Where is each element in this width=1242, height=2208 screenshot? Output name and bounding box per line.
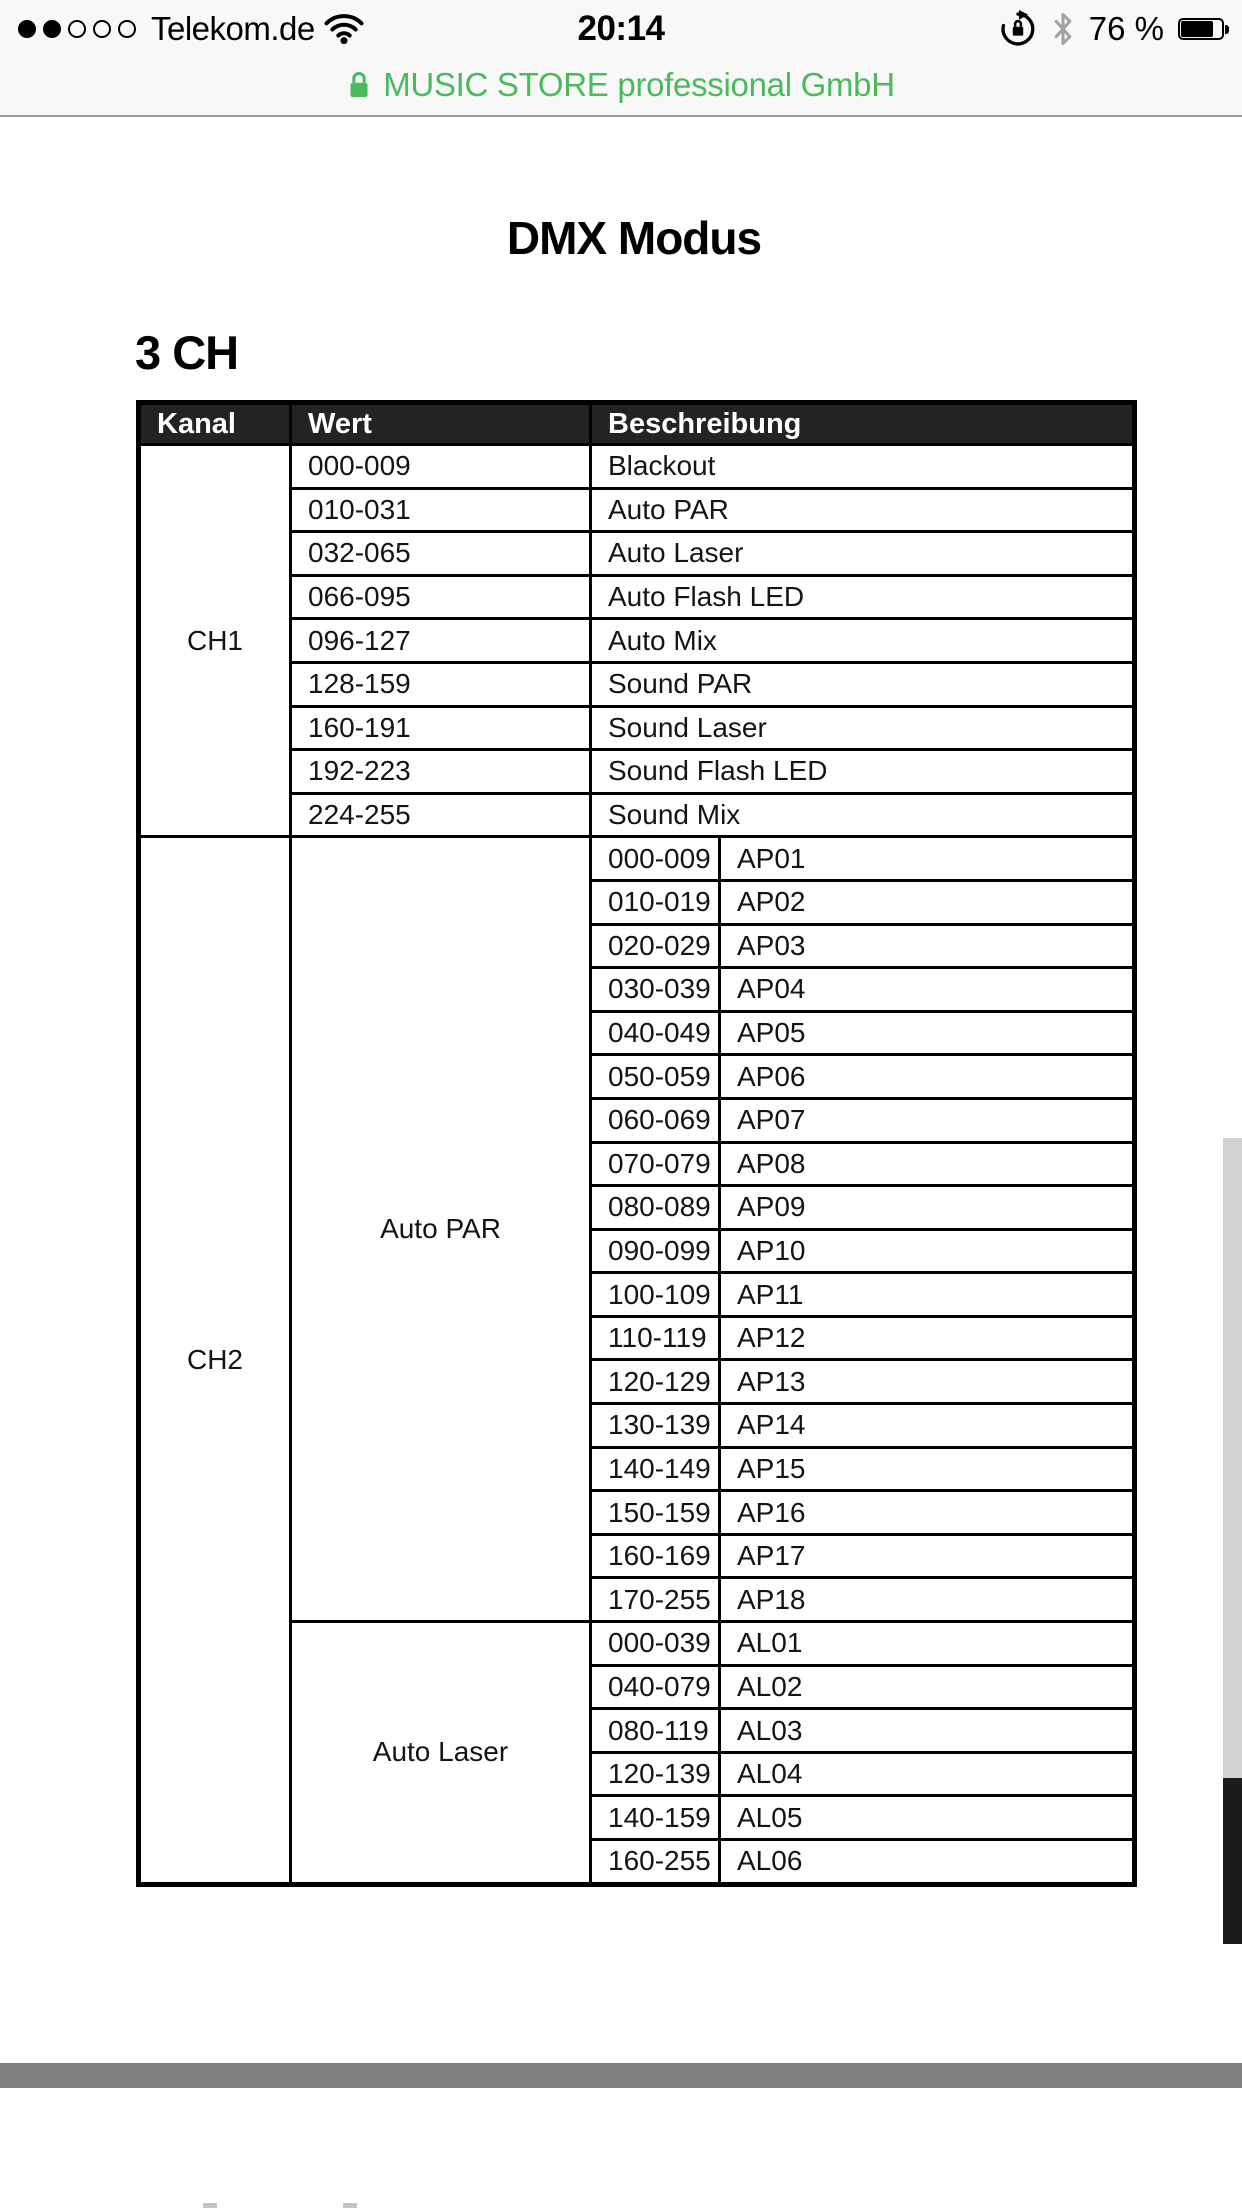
battery-percent-label: 76 % bbox=[1088, 9, 1164, 47]
wert-cell: 060-069 bbox=[591, 1098, 720, 1142]
col-header-beschreibung: Beschreibung bbox=[591, 403, 1135, 445]
beschreibung-cell: AP18 bbox=[720, 1578, 1135, 1622]
beschreibung-cell: AP06 bbox=[720, 1055, 1135, 1099]
dmx-mode-table bbox=[136, 400, 1137, 1887]
status-left-cluster bbox=[18, 10, 364, 48]
wert-cell: 110-119 bbox=[591, 1316, 720, 1360]
group-label-cell: Auto PAR bbox=[291, 837, 591, 1622]
wert-cell: 040-049 bbox=[591, 1011, 720, 1055]
wert-cell: 120-139 bbox=[591, 1752, 720, 1796]
beschreibung-cell: Auto Flash LED bbox=[591, 575, 1135, 619]
wert-cell: 100-109 bbox=[591, 1273, 720, 1317]
page-title: DMX Modus bbox=[506, 212, 762, 264]
cell-signal-dots-icon bbox=[18, 20, 136, 38]
wert-cell: 160-255 bbox=[591, 1840, 720, 1885]
beschreibung-cell: AP09 bbox=[720, 1186, 1135, 1230]
beschreibung-cell: AL03 bbox=[720, 1709, 1135, 1753]
table-row bbox=[139, 445, 1135, 489]
beschreibung-cell: AL01 bbox=[720, 1622, 1135, 1666]
safari-top-chrome bbox=[0, 0, 1242, 117]
col-header-kanal: Kanal bbox=[139, 403, 291, 445]
wert-cell: 140-149 bbox=[591, 1447, 720, 1491]
beschreibung-cell: Sound Laser bbox=[591, 706, 1135, 750]
wert-cell: 150-159 bbox=[591, 1491, 720, 1535]
beschreibung-cell: Auto Laser bbox=[591, 532, 1135, 576]
beschreibung-cell: Sound Flash LED bbox=[591, 750, 1135, 794]
wert-cell: 000-039 bbox=[591, 1622, 720, 1666]
bluetooth-icon bbox=[1051, 12, 1075, 46]
wert-cell: 096-127 bbox=[291, 619, 591, 663]
beschreibung-cell: AP11 bbox=[720, 1273, 1135, 1317]
beschreibung-cell: Sound PAR bbox=[591, 662, 1135, 706]
battery-icon bbox=[1178, 18, 1224, 40]
table-row bbox=[139, 837, 1135, 881]
wert-cell: 020-029 bbox=[591, 924, 720, 968]
cutoff-text-fragment bbox=[343, 2203, 357, 2208]
table-header-row bbox=[139, 403, 1135, 445]
beschreibung-cell: AL02 bbox=[720, 1665, 1135, 1709]
https-lock-icon bbox=[347, 70, 371, 100]
wert-cell: 128-159 bbox=[291, 662, 591, 706]
ios-status-bar bbox=[0, 0, 1242, 57]
wert-cell: 000-009 bbox=[591, 837, 720, 881]
wert-cell: 224-255 bbox=[291, 793, 591, 837]
signal-dot-filled bbox=[18, 20, 36, 38]
beschreibung-cell: Auto PAR bbox=[591, 488, 1135, 532]
wert-cell: 140-159 bbox=[591, 1796, 720, 1840]
beschreibung-cell: AP08 bbox=[720, 1142, 1135, 1186]
beschreibung-cell: AP14 bbox=[720, 1404, 1135, 1448]
signal-dot-filled bbox=[43, 20, 61, 38]
wert-cell: 066-095 bbox=[291, 575, 591, 619]
beschreibung-cell: AP17 bbox=[720, 1534, 1135, 1578]
beschreibung-cell: AP02 bbox=[720, 880, 1135, 924]
wifi-icon bbox=[324, 14, 364, 44]
wert-cell: 080-089 bbox=[591, 1186, 720, 1230]
beschreibung-cell: AP15 bbox=[720, 1447, 1135, 1491]
beschreibung-cell: AL05 bbox=[720, 1796, 1135, 1840]
signal-dot-empty bbox=[93, 20, 111, 38]
site-name-label: MUSIC STORE professional GmbH bbox=[383, 66, 895, 103]
pdf-page-separator bbox=[0, 2063, 1242, 2088]
section-heading: 3 CH bbox=[135, 326, 239, 379]
status-right-cluster bbox=[999, 10, 1224, 48]
rotation-lock-icon bbox=[999, 10, 1037, 48]
wert-cell: 010-019 bbox=[591, 880, 720, 924]
wert-cell: 070-079 bbox=[591, 1142, 720, 1186]
beschreibung-cell: AP04 bbox=[720, 968, 1135, 1012]
wert-cell: 010-031 bbox=[291, 488, 591, 532]
beschreibung-cell: AP12 bbox=[720, 1316, 1135, 1360]
wert-cell: 170-255 bbox=[591, 1578, 720, 1622]
beschreibung-cell: AP05 bbox=[720, 1011, 1135, 1055]
beschreibung-cell: AP03 bbox=[720, 924, 1135, 968]
address-bar[interactable] bbox=[0, 57, 1242, 113]
beschreibung-cell: AP10 bbox=[720, 1229, 1135, 1273]
wert-cell: 160-169 bbox=[591, 1534, 720, 1578]
clock-label: 20:14 bbox=[577, 8, 665, 48]
beschreibung-cell: AL04 bbox=[720, 1752, 1135, 1796]
wert-cell: 160-191 bbox=[291, 706, 591, 750]
beschreibung-cell: Auto Mix bbox=[591, 619, 1135, 663]
wert-cell: 050-059 bbox=[591, 1055, 720, 1099]
beschreibung-cell: AL06 bbox=[720, 1840, 1135, 1885]
beschreibung-cell: AP16 bbox=[720, 1491, 1135, 1535]
wert-cell: 120-129 bbox=[591, 1360, 720, 1404]
col-header-wert: Wert bbox=[291, 403, 591, 445]
beschreibung-cell: Blackout bbox=[591, 445, 1135, 489]
scrollbar-thumb-dark[interactable] bbox=[1223, 1778, 1242, 1944]
wert-cell: 032-065 bbox=[291, 532, 591, 576]
wert-cell: 192-223 bbox=[291, 750, 591, 794]
beschreibung-cell: AP13 bbox=[720, 1360, 1135, 1404]
wert-cell: 040-079 bbox=[591, 1665, 720, 1709]
wert-cell: 130-139 bbox=[591, 1404, 720, 1448]
signal-dot-empty bbox=[118, 20, 136, 38]
wert-cell: 080-119 bbox=[591, 1709, 720, 1753]
wert-cell: 000-009 bbox=[291, 445, 591, 489]
kanal-cell: CH2 bbox=[139, 837, 291, 1884]
wert-cell: 030-039 bbox=[591, 968, 720, 1012]
kanal-cell: CH1 bbox=[139, 445, 291, 837]
signal-dot-empty bbox=[68, 20, 86, 38]
carrier-label: Telekom.de bbox=[151, 9, 315, 47]
beschreibung-cell: AP07 bbox=[720, 1098, 1135, 1142]
wert-cell: 090-099 bbox=[591, 1229, 720, 1273]
scrollbar-thumb-gray[interactable] bbox=[1223, 1138, 1242, 1778]
group-label-cell: Auto Laser bbox=[291, 1622, 591, 1885]
cutoff-text-fragment bbox=[203, 2203, 217, 2208]
beschreibung-cell: Sound Mix bbox=[591, 793, 1135, 837]
beschreibung-cell: AP01 bbox=[720, 837, 1135, 881]
